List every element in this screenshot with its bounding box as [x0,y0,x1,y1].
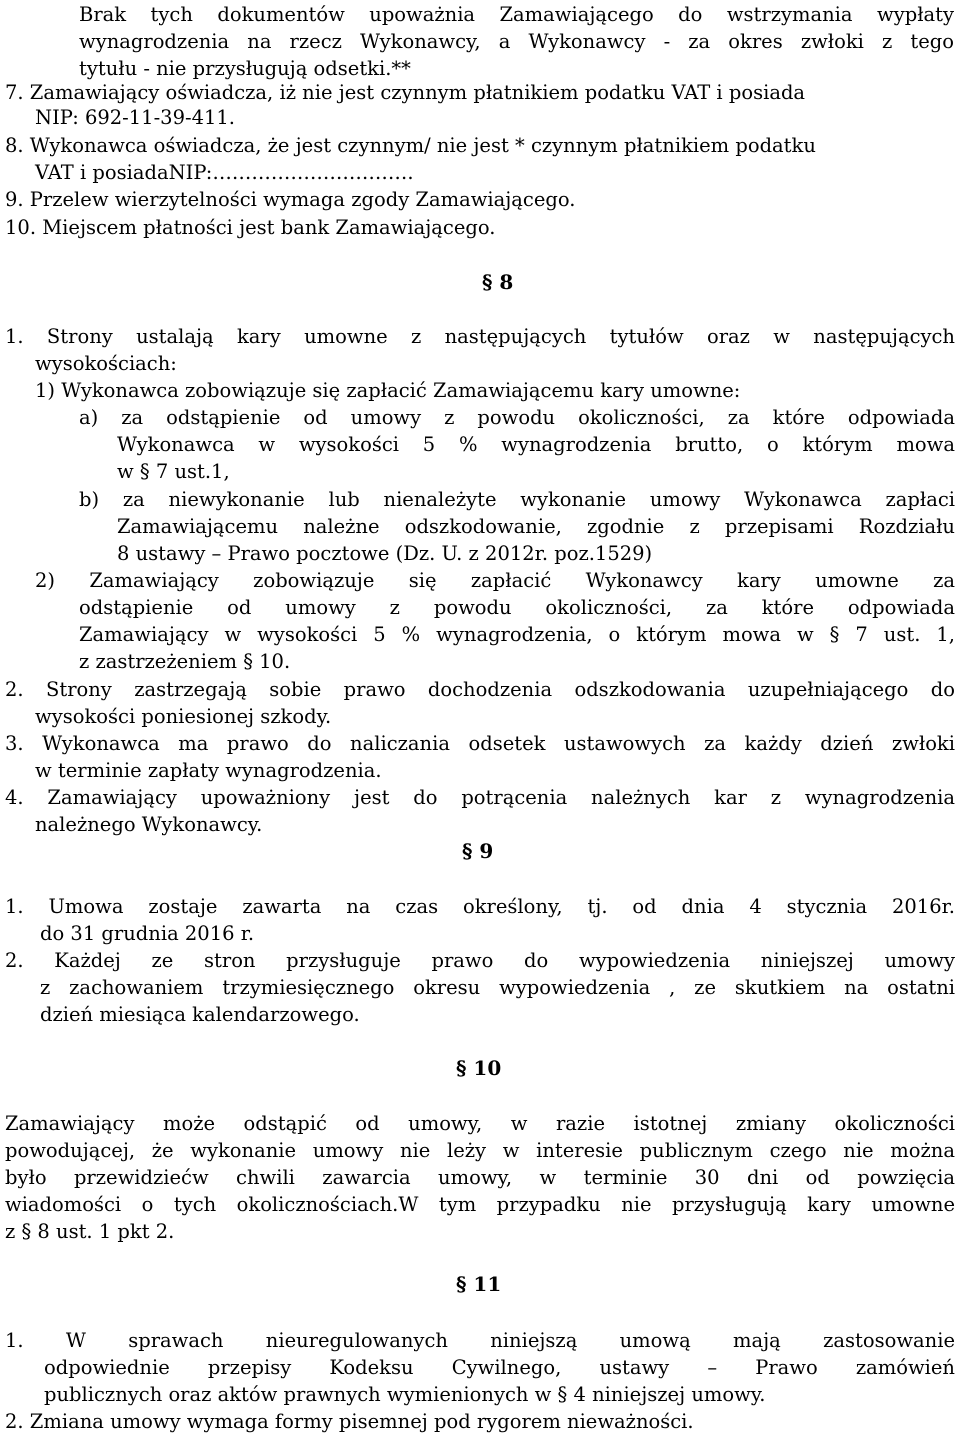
text-line: 1. Strony ustalają kary umowne z następujących tytułów oraz w następujących [5,325,955,348]
text-line: z § 8 ust. 1 pkt 2. [5,1220,175,1243]
text-line: VAT i posiadaNIP:…………………………. [35,161,414,184]
section-heading: § 11 [456,1272,502,1296]
text-line: należnego Wykonawcy. [35,813,263,836]
text-line: odpowiednie przepisy Kodeksu Cywilnego, ustawy – Prawo zamówień [44,1356,955,1379]
text-line: 9. Przelew wierzytelności wymaga zgody Zamawiającego. [5,188,576,211]
text-line: b) za niewykonanie lub nienależyte wykonanie umowy Wykonawca zapłaci [79,488,955,511]
text-line: 8 ustawy – Prawo pocztowe (Dz. U. z 2012r. poz.1529) [117,542,653,565]
text-line: Zamawiający w wysokości 5 % wynagrodzenia, o którym mowa w § 7 ust. 1, [79,623,955,646]
text-line: w § 7 ust.1, [117,460,230,483]
text-line: 8. Wykonawca oświadcza, że jest czynnym/ nie jest * czynnym płatnikiem podatku [5,134,816,157]
section-heading: § 10 [456,1056,502,1080]
text-line: w terminie zapłaty wynagrodzenia. [35,759,382,782]
text-line: wysokościach: [35,352,177,375]
text-line: Zamawiającemu należne odszkodowanie, zgodnie z przepisami Rozdziału [117,515,955,538]
text-line: 2. Każdej ze stron przysługuje prawo do wypowiedzenia niniejszej umowy [5,949,955,972]
text-line: z zachowaniem trzymiesięcznego okresu wypowiedzenia , ze skutkiem na ostatni [40,976,955,999]
text-line: z zastrzeżeniem § 10. [79,650,291,673]
text-line: 7. Zamawiający oświadcza, iż nie jest czynnym płatnikiem podatku VAT i posiada [5,81,806,104]
text-line: tytułu - nie przysługują odsetki.** [79,57,411,80]
text-line: odstąpienie od umowy z powodu okoliczności, za które odpowiada [79,596,955,619]
text-line: Wykonawca w wysokości 5 % wynagrodzenia brutto, o którym mowa [117,433,955,456]
text-line: NIP: 692-11-39-411. [35,106,235,129]
text-line: 1. W sprawach nieuregulowanych niniejszą umową mają zastosowanie [5,1329,955,1352]
text-line: powodującej, że wykonanie umowy nie leży w interesie publicznym czego nie można [5,1139,955,1162]
text-line: 2. Strony zastrzegają sobie prawo dochodzenia odszkodowania uzupełniającego do [5,678,955,701]
text-line: Zamawiający może odstąpić od umowy, w razie istotnej zmiany okoliczności [5,1112,955,1135]
text-line: do 31 grudnia 2016 r. [40,922,255,945]
text-line: było przewidziećw chwili zawarcia umowy, w terminie 30 dni od powzięcia [5,1166,955,1189]
text-line: Brak tych dokumentów upoważnia Zamawiającego do wstrzymania wypłaty [79,3,954,26]
text-line: publicznych oraz aktów prawnych wymienionych w § 4 niniejszej umowy. [44,1383,766,1406]
text-line: 3. Wykonawca ma prawo do naliczania odsetek ustawowych za każdy dzień zwłoki [5,732,955,755]
text-line: 4. Zamawiający upoważniony jest do potrącenia należnych kar z wynagrodzenia [5,786,955,809]
text-line: dzień miesiąca kalendarzowego. [40,1003,360,1026]
section-heading: § 8 [482,270,514,294]
text-line: 10. Miejscem płatności jest bank Zamawiającego. [5,216,496,239]
section-heading: § 9 [462,839,494,863]
text-line: wynagrodzenia na rzecz Wykonawcy, a Wykonawcy - za okres zwłoki z tego [79,30,954,53]
text-line: a) za odstąpienie od umowy z powodu okoliczności, za które odpowiada [79,406,955,429]
text-line: wiadomości o tych okolicznościach.W tym przypadku nie przysługują kary umowne [5,1193,955,1216]
text-line: wysokości poniesionej szkody. [35,705,332,728]
text-line: 2. Zmiana umowy wymaga formy pisemnej pod rygorem nieważności. [5,1410,694,1433]
text-line: 1. Umowa zostaje zawarta na czas określony, tj. od dnia 4 stycznia 2016r. [5,895,955,918]
text-line: 1) Wykonawca zobowiązuje się zapłacić Zamawiającemu kary umowne: [35,379,741,402]
text-line: 2) Zamawiający zobowiązuje się zapłacić Wykonawcy kary umowne za [35,569,955,592]
